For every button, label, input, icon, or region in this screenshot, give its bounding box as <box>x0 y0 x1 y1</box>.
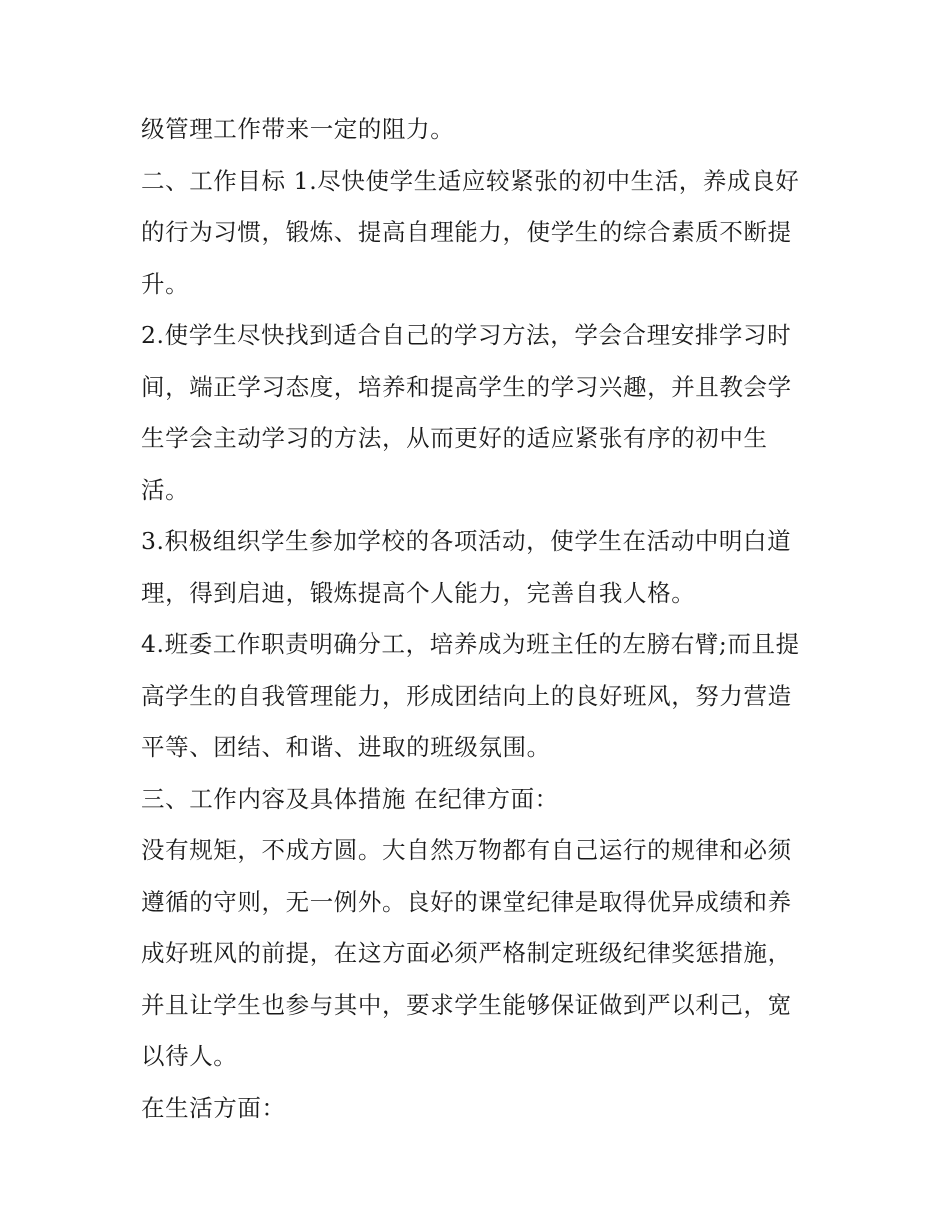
text-line: 的行为习惯，锻炼、提高自理能力，使学生的综合素质不断提 <box>141 218 792 246</box>
text-line: 没有规矩，不成方圆。大自然万物都有自己运行的规律和必须 <box>141 836 792 864</box>
text-line: 以待人。 <box>141 1042 238 1070</box>
text-line: 级管理工作带来一定的阻力。 <box>141 115 455 143</box>
text-line: 间，端正学习态度，培养和提高学生的学习兴趣，并且教会学 <box>141 372 792 401</box>
text-line: 遵循的守则，无一例外。良好的课堂纪律是取得优异成绩和养 <box>141 887 792 916</box>
text-line: 并且让学生也参与其中，要求学生能够保证做到严以利己，宽 <box>141 990 792 1019</box>
text-line: 三、工作内容及具体措施 在纪律方面： <box>141 784 559 813</box>
text-line: 3.积极组织学生参加学校的各项活动，使学生在活动中明白道 <box>141 527 792 555</box>
text-line: 升。 <box>141 269 190 298</box>
text-line: 2.使学生尽快找到适合自己的学习方法，学会合理安排学习时 <box>141 321 792 349</box>
text-line: 在生活方面： <box>141 1093 286 1122</box>
text-line: 高学生的自我管理能力，形成团结向上的良好班风，努力营造 <box>141 681 792 710</box>
text-line: 二、工作目标 1.尽快使学生适应较紧张的初中生活，养成良好 <box>141 166 800 195</box>
text-line: 活。 <box>141 475 190 504</box>
text-line: 平等、团结、和谐、进取的班级氛围。 <box>141 733 551 761</box>
text-line: 理，得到启迪，锻炼提高个人能力，完善自我人格。 <box>141 578 696 607</box>
text-line: 成好班风的前提，在这方面必须严格制定班级纪律奖惩措施， <box>141 939 792 967</box>
document-body <box>141 104 813 1134</box>
text-line: 生学会主动学习的方法，从而更好的适应紧张有序的初中生 <box>141 424 768 452</box>
text-line: 4.班委工作职责明确分工，培养成为班主任的左膀右臂;而且提 <box>141 630 800 658</box>
